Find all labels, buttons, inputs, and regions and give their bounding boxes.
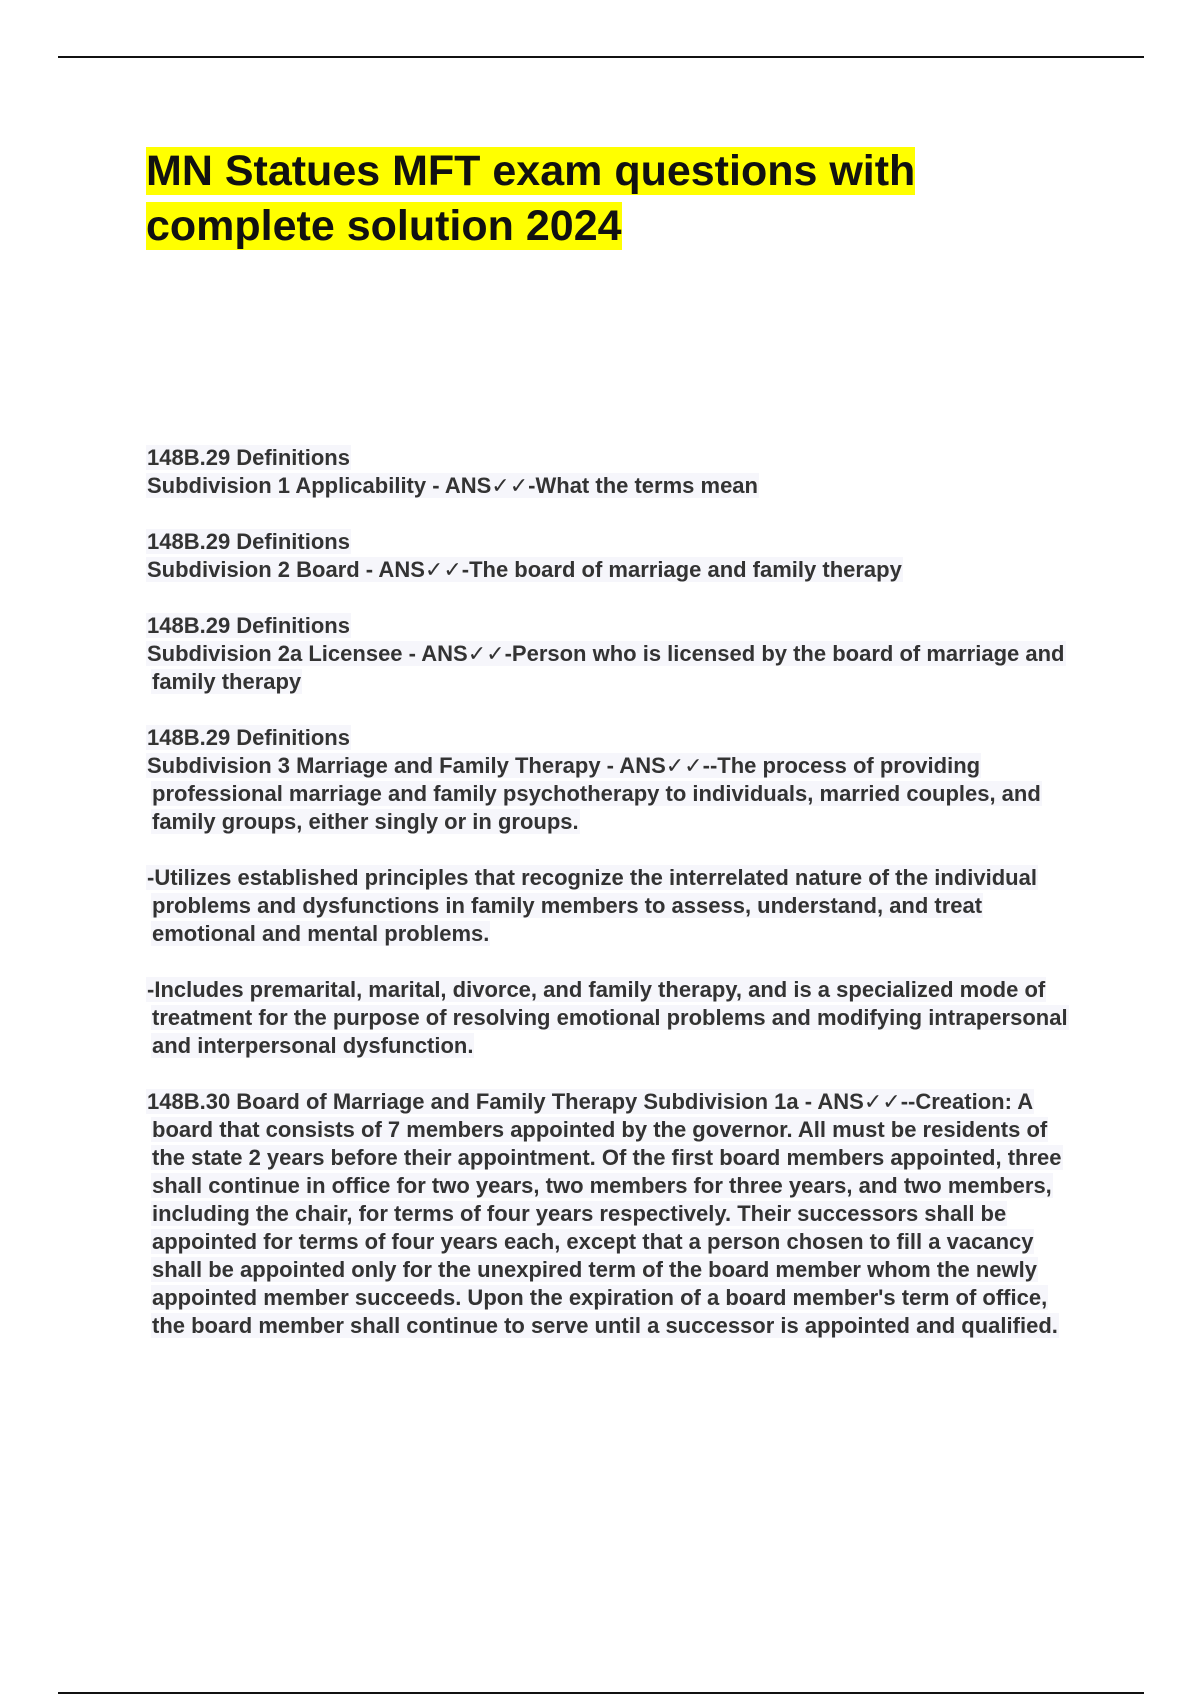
qa-heading: 148B.29 Definitions	[147, 613, 350, 638]
qa-item	[146, 864, 1086, 948]
qa-item	[146, 612, 1086, 696]
document-title	[146, 144, 1046, 254]
qa-item	[146, 724, 1086, 836]
qa-heading: 148B.29 Definitions	[147, 445, 350, 470]
qa-text-block	[146, 864, 1086, 948]
qa-text: Subdivision 3 Marriage and Family Therapy - ANS✓✓--The process of providing professional marriage and family psychotherapy to individuals, married couples, and family groups, either singly or in groups.	[147, 753, 1041, 834]
qa-text: 148B.30 Board of Marriage and Family Therapy Subdivision 1a - ANS✓✓--Creation: A board that consists of 7 members appointed by the governor. All must be residents of the state 2 years before their appointment. Of the first board members appointed, three shall continue in office for two years, two members for three years, and two members, including the chair, for terms of four years respectively. Their successors shall be appointed for terms of four years each, except that a person chosen to fill a vacancy shall be appointed only for the unexpired term of the board member whom the newly appointed member succeeds. Upon the expiration of a board member's term of office, the board member shall continue to serve until a successor is appointed and qualified.	[147, 1089, 1062, 1338]
qa-text: Subdivision 1 Applicability - ANS✓✓-What the terms mean	[147, 473, 758, 498]
qa-text-block	[146, 976, 1086, 1060]
header-rule	[58, 56, 1144, 58]
document-body	[146, 444, 1086, 1368]
qa-text: Subdivision 2a Licensee - ANS✓✓-Person who is licensed by the board of marriage and family therapy	[147, 641, 1065, 694]
qa-item	[146, 444, 1086, 500]
document-title-text: MN Statues MFT exam questions with complete solution 2024	[146, 147, 916, 250]
qa-text-block	[146, 472, 1086, 500]
qa-item	[146, 976, 1086, 1060]
qa-text: Subdivision 2 Board - ANS✓✓-The board of marriage and family therapy	[147, 557, 902, 582]
qa-text-block	[146, 556, 1086, 584]
qa-text-block	[146, 640, 1086, 696]
qa-heading: 148B.29 Definitions	[147, 725, 350, 750]
qa-text: -Includes premarital, marital, divorce, and family therapy, and is a specialized mode of treatment for the purpose of resolving emotional problems and modifying intrapersonal and interpersonal dysfunction.	[147, 977, 1068, 1058]
qa-text-block	[146, 1088, 1086, 1340]
qa-item	[146, 1088, 1086, 1340]
qa-text-block	[146, 752, 1086, 836]
footer-rule	[58, 1692, 1144, 1694]
qa-heading: 148B.29 Definitions	[147, 529, 350, 554]
qa-item	[146, 528, 1086, 584]
qa-text: -Utilizes established principles that recognize the interrelated nature of the individual problems and dysfunctions in family members to assess, understand, and treat emotional and mental problems.	[147, 865, 1037, 946]
